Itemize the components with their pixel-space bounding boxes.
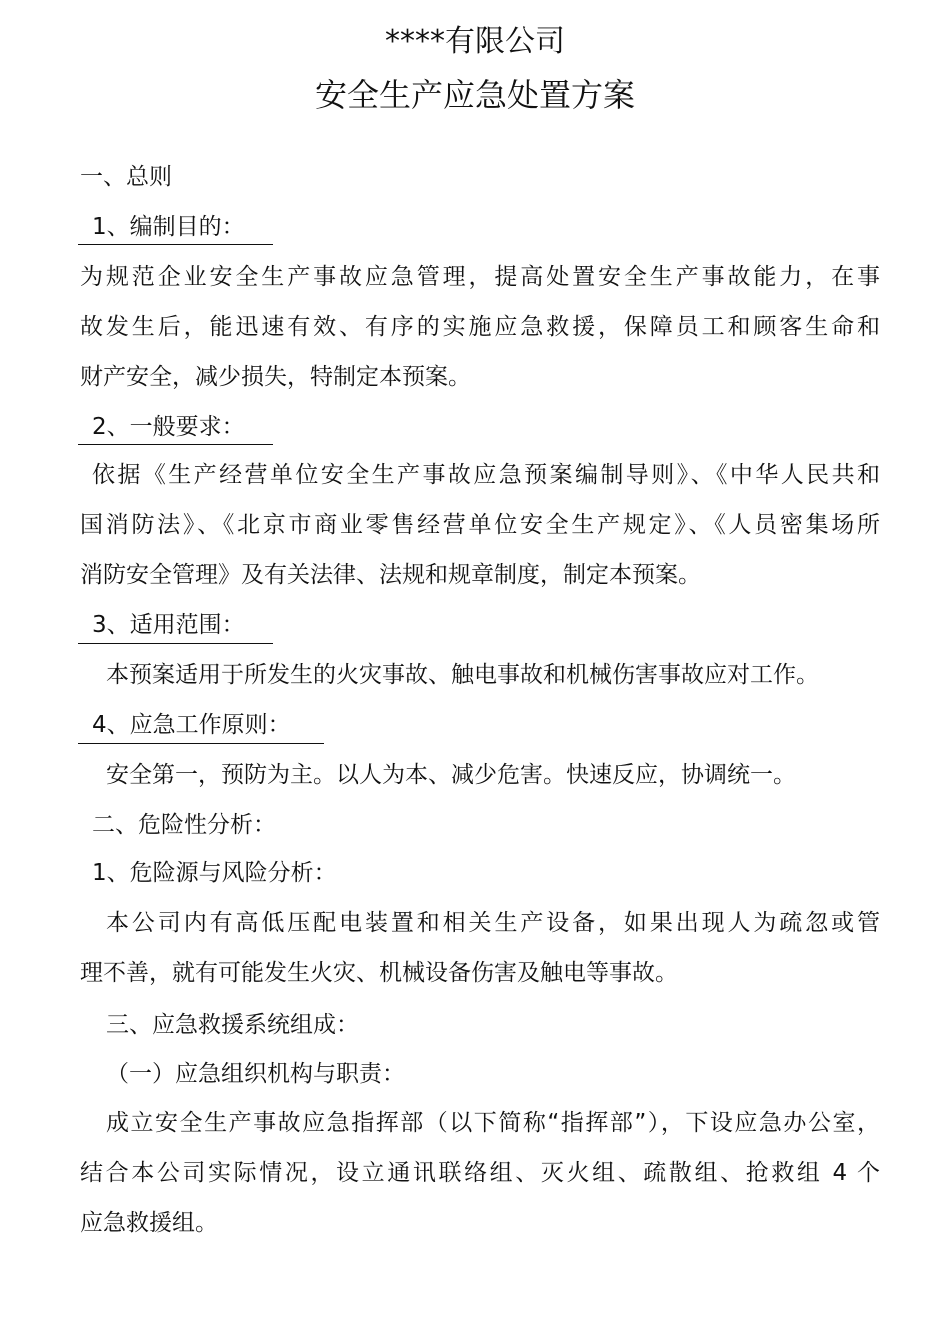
section-1-1-heading: 1、编制目的： [92,214,245,240]
heading-underline [78,244,273,245]
section-3-heading: 三、应急救援系统组成： [106,1012,359,1038]
section-3-1-heading: （一）应急组织机构与职责： [106,1061,405,1087]
paragraph-line: 成立安全生产事故应急指挥部（以下简称“指挥部”），下设应急办公室， [106,1110,880,1136]
plan-title: 安全生产应急处置方案 [314,76,635,114]
section-2-heading: 二、危险性分析： [92,812,276,838]
paragraph-line: 本预案适用于所发生的火灾事故、触电事故和机械伤害事故应对工作。 [106,662,819,688]
section-1-heading: 一、总则 [80,164,172,190]
paragraph-line: 故发生后，能迅速有效、有序的实施应急救援，保障员工和顾客生命和 [80,314,880,340]
paragraph-line: 依据《生产经营单位安全生产事故应急预案编制导则》、《中华人民共和 [92,462,880,488]
paragraph-line: 为规范企业安全生产事故应急管理，提高处置安全生产事故能力，在事 [80,264,880,290]
section-1-3-heading: 3、适用范围： [92,612,245,638]
paragraph-line: 国消防法》、《北京市商业零售经营单位安全生产规定》、《人员密集场所 [80,512,880,538]
heading-underline [78,444,273,445]
heading-underline [78,743,324,744]
paragraph-line: 本公司内有高低压配电装置和相关生产设备，如果出现人为疏忽或管 [106,910,880,936]
paragraph-line: 结合本公司实际情况，设立通讯联络组、灭火组、疏散组、抢救组 4 个 [80,1160,880,1186]
section-1-4-heading: 4、应急工作原则： [92,712,291,738]
paragraph-line: 理不善，就有可能发生火灾、机械设备伤害及触电等事故。 [80,960,678,986]
company-title: ****有限公司 [385,24,565,59]
paragraph-line: 财产安全，减少损失，特制定本预案。 [80,364,471,390]
section-1-2-heading: 2、一般要求： [92,414,245,440]
paragraph-line: 应急救援组。 [80,1210,218,1236]
section-2-1-heading: 1、危险源与风险分析： [92,860,337,886]
heading-underline [78,643,273,644]
paragraph-line: 安全第一，预防为主。以人为本、减少危害。快速反应，协调统一。 [106,762,796,788]
paragraph-line: 消防安全管理》及有关法律、法规和规章制度，制定本预案。 [80,562,701,588]
